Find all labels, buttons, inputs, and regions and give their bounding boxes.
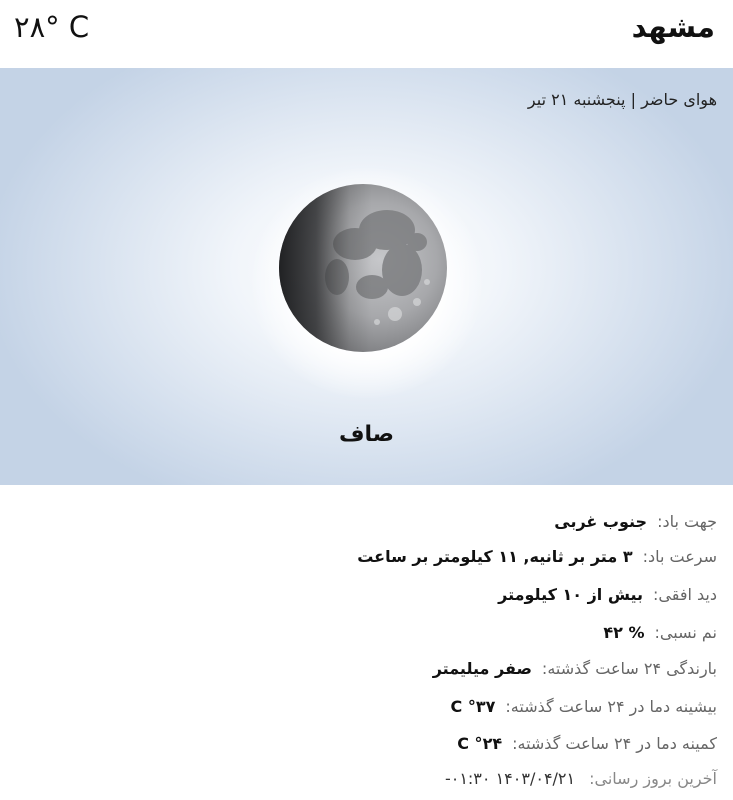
detail-max-temp bbox=[451, 697, 717, 716]
current-temperature: ۲۸° C bbox=[14, 10, 91, 44]
detail-label: بیشینه دما در ۲۴ ساعت گذشته: bbox=[505, 697, 717, 716]
city-name: مشهد bbox=[631, 10, 715, 44]
detail-value: ۲۴° C bbox=[457, 734, 503, 753]
detail-wind-direction bbox=[554, 512, 717, 531]
current-weather-subtitle: هوای حاضر | پنجشنبه ۲۱ تیر bbox=[527, 90, 717, 109]
detail-precipitation bbox=[433, 659, 717, 678]
weather-condition: صاف bbox=[338, 422, 395, 447]
last-update bbox=[445, 769, 717, 788]
detail-min-temp bbox=[457, 734, 717, 753]
detail-value: ۳ متر بر ثانیه, ۱۱ کیلومتر بر ساعت bbox=[357, 547, 633, 566]
detail-value: ۳۷° C bbox=[450, 697, 496, 716]
detail-label: نم نسبی: bbox=[654, 623, 717, 642]
detail-value: صفر میلیمتر bbox=[432, 659, 532, 678]
detail-visibility bbox=[498, 585, 717, 604]
detail-value: % ۴۲ bbox=[603, 623, 645, 642]
last-update-label: آخرین بروز رسانی: bbox=[589, 769, 717, 788]
detail-humidity bbox=[603, 623, 717, 642]
detail-value: جنوب غربی bbox=[554, 512, 648, 531]
detail-label: سرعت باد: bbox=[642, 547, 717, 566]
detail-label: کمینه دما در ۲۴ ساعت گذشته: bbox=[512, 734, 717, 753]
detail-value: بیش از ۱۰ کیلومتر bbox=[498, 585, 644, 604]
detail-label: دید افقی: bbox=[653, 585, 717, 604]
header bbox=[0, 0, 733, 68]
last-update-value: ۱۴۰۳/۰۴/۲۱ ۰۱:۳۰- bbox=[444, 769, 576, 788]
moon-icon bbox=[277, 182, 449, 354]
detail-label: بارندگی ۲۴ ساعت گذشته: bbox=[541, 659, 717, 678]
detail-label: جهت باد: bbox=[657, 512, 717, 531]
detail-wind-speed bbox=[357, 547, 717, 566]
weather-hero bbox=[0, 68, 733, 485]
